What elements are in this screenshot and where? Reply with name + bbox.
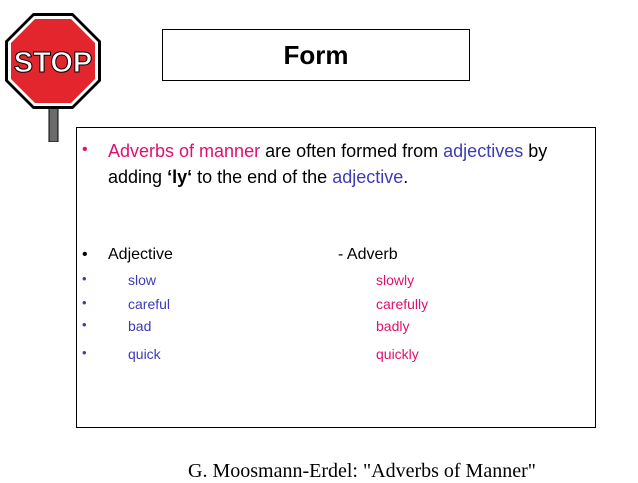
table-row: [82, 346, 582, 366]
stop-sign-text: STOP: [13, 47, 93, 79]
term-adjectives: adjectives: [443, 141, 524, 161]
intro-paragraph: [82, 138, 582, 190]
bullet-icon: •: [82, 317, 87, 332]
bullet-icon: •: [82, 295, 87, 310]
adjective-cell: bad: [128, 318, 152, 334]
adjective-cell: slow: [128, 272, 157, 288]
intro-text-part: to the end of the: [192, 167, 333, 187]
bullet-icon: •: [82, 345, 87, 360]
table-row: [82, 296, 582, 316]
intro-text-part: are often formed from: [260, 141, 444, 161]
stop-sign: [4, 10, 104, 142]
header-adverb: - Adverb: [338, 246, 398, 263]
title-box: [162, 29, 470, 81]
term-ly: ‘ly‘: [167, 167, 193, 187]
adverb-cell: quickly: [376, 346, 419, 362]
bullet-icon: •: [82, 141, 88, 158]
adjective-cell: careful: [128, 296, 171, 312]
adverb-cell: carefully: [376, 296, 429, 312]
bullet-icon: •: [82, 246, 88, 263]
header-adjective: Adjective: [108, 246, 173, 263]
adjective-cell: quick: [128, 346, 161, 362]
intro-text-part: by adding: [108, 141, 548, 187]
intro-text-part: .: [403, 167, 409, 187]
term-adverbs-of-manner: Adverbs of manner: [108, 141, 261, 161]
adverb-cell: slowly: [376, 272, 415, 288]
footer-credit: G. Moosmann-Erdel: "Adverbs of Manner": [188, 460, 536, 482]
table-row: [82, 318, 582, 338]
page-title: Form: [283, 39, 349, 70]
term-adjective: adjective: [332, 167, 404, 187]
bullet-icon: •: [82, 271, 87, 286]
adverb-cell: badly: [376, 318, 410, 334]
intro-text: [108, 138, 582, 190]
table-row: [82, 272, 582, 292]
